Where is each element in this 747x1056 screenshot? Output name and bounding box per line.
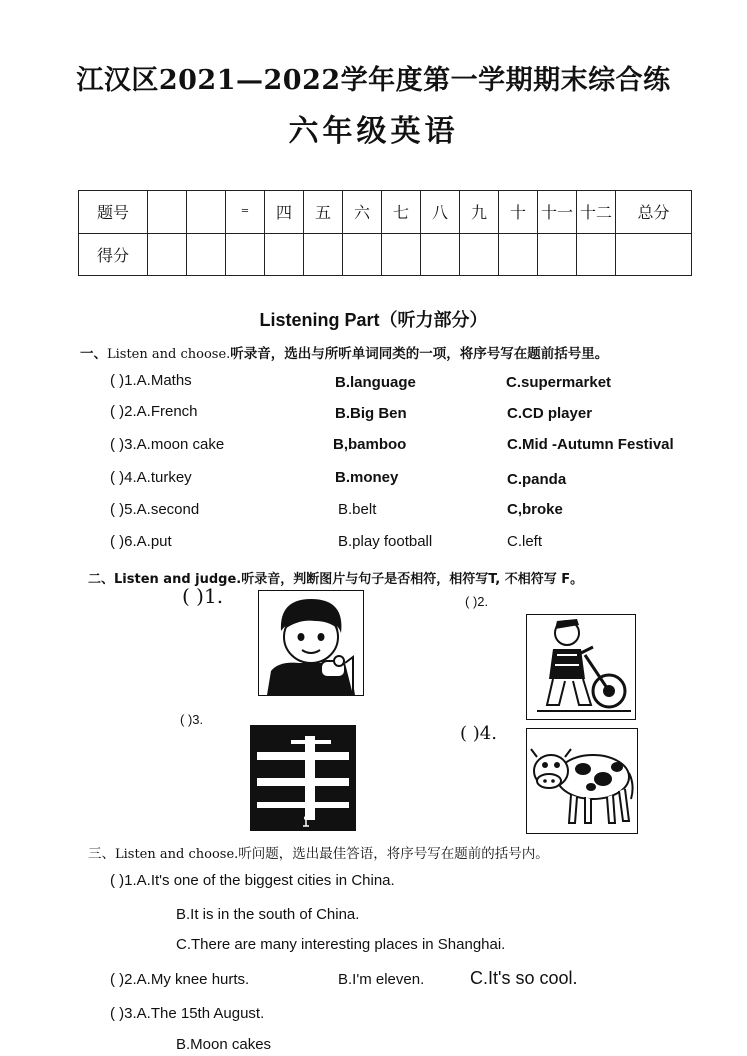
score-table	[78, 190, 692, 276]
s1-q4-b: B.money	[335, 469, 399, 486]
s3-q3-a: ( )3.A.The 15th August.	[110, 1005, 265, 1022]
score-col-12: 十二	[577, 191, 616, 234]
score-col-7: 七	[382, 191, 421, 234]
s1-q6-c: C.left	[507, 533, 543, 550]
section1-zh: 听录音，选出与所听单词同类的一项，将序号写在题前括号里。	[230, 346, 609, 362]
score-col-8: 八	[421, 191, 460, 234]
score-col-total: 总分	[616, 191, 692, 234]
picture-cow	[526, 728, 638, 834]
score-cell[interactable]	[304, 233, 343, 276]
picture-boy-bicycle	[526, 614, 636, 720]
section2-zh: 听录音，判断图片与句子是否相符，相符写T, 不相符写 F。	[241, 572, 584, 587]
s3-q2-a: ( )2.A.My knee hurts.	[110, 971, 250, 988]
score-col-10: 十	[499, 191, 538, 234]
score-cell[interactable]	[382, 233, 421, 276]
s3-q1-c: C.There are many interesting places in Shanghai.	[176, 936, 506, 953]
score-cell[interactable]	[577, 233, 616, 276]
s1-q1-b: B.language	[335, 374, 416, 391]
score-table-row-scores	[79, 233, 692, 276]
part-title: Listening Part（听力部分）	[259, 310, 488, 330]
title-line2: 六年级英语	[288, 114, 459, 149]
s2-label-1: ( )1.	[182, 584, 224, 608]
score-col-11: 十一	[538, 191, 577, 234]
s1-q5-a: ( )5.A.second	[110, 501, 200, 518]
s2-label-2: ( )2.	[465, 594, 489, 609]
s1-q5-c: C,broke	[507, 501, 563, 518]
s2-label-4: ( )4.	[460, 723, 497, 744]
s1-q6-b: B.play football	[338, 533, 433, 550]
s3-q2-b: B.I'm eleven.	[338, 971, 425, 988]
score-cell[interactable]	[460, 233, 499, 276]
s1-q4-a: ( )4.A.turkey	[110, 469, 192, 486]
section1-prefix: 一、	[80, 346, 107, 362]
score-col-3: =	[226, 191, 265, 234]
s3-q1-a: ( )1.A.It's one of the biggest cities in China.	[110, 872, 395, 889]
section2-prefix: 二、	[88, 572, 115, 587]
score-col-9: 九	[460, 191, 499, 234]
score-col-5: 五	[304, 191, 343, 234]
score-table-label-number: 题号	[79, 191, 148, 234]
score-col-2	[187, 191, 226, 234]
s1-q6-a: ( )6.A.put	[110, 533, 172, 550]
score-cell[interactable]	[148, 233, 187, 276]
s1-q2-a: ( )2.A.French	[110, 403, 198, 420]
section2-heading	[88, 568, 583, 587]
section3-zh: 听问题，选出最佳答语，将序号写在题前的括号内。	[238, 846, 549, 862]
score-cell[interactable]	[499, 233, 538, 276]
section3-en: Listen and choose.	[115, 847, 239, 862]
s3-q2-c: C.It's so cool.	[470, 968, 578, 988]
picture-boy-watch	[258, 590, 364, 696]
score-col-1	[148, 191, 187, 234]
section3-heading	[88, 842, 549, 862]
score-cell[interactable]	[187, 233, 226, 276]
title-line1: 江汉区2021—2022学年度第一学期期末综合练	[76, 65, 671, 96]
s1-q5-b: B.belt	[338, 501, 377, 518]
score-table-row-numbers	[79, 191, 692, 234]
score-table-label-score: 得分	[79, 233, 148, 276]
score-col-4: 四	[265, 191, 304, 234]
s2-label-3: ( )3.	[180, 712, 204, 727]
s1-q1-a: ( )1.A.Maths	[110, 372, 192, 389]
section1-en: Listen and choose.	[107, 347, 231, 362]
score-cell[interactable]	[421, 233, 460, 276]
s1-q3-a: ( )3.A.moon cake	[110, 436, 225, 453]
s1-q4-c: C.panda	[507, 471, 567, 488]
s1-q1-c: C.supermarket	[506, 374, 612, 391]
s1-q3-c: C.Mid -Autumn Festival	[507, 436, 674, 453]
s1-q2-c: C.CD player	[507, 405, 593, 422]
score-cell[interactable]	[538, 233, 577, 276]
score-cell[interactable]	[616, 233, 692, 276]
section2-en: Listen and judge.	[114, 572, 242, 587]
score-col-6: 六	[343, 191, 382, 234]
score-cell[interactable]	[343, 233, 382, 276]
picture-black-white-pattern	[250, 725, 356, 831]
s3-q1-b: B.It is in the south of China.	[176, 906, 360, 923]
s3-q3-b: B.Moon cakes	[176, 1036, 272, 1053]
s1-q2-b: B.Big Ben	[335, 405, 407, 422]
section3-prefix: 三、	[88, 846, 115, 862]
score-cell[interactable]	[226, 233, 265, 276]
s1-q3-b: B,bamboo	[333, 436, 407, 453]
section1-heading	[80, 342, 608, 362]
score-cell[interactable]	[265, 233, 304, 276]
